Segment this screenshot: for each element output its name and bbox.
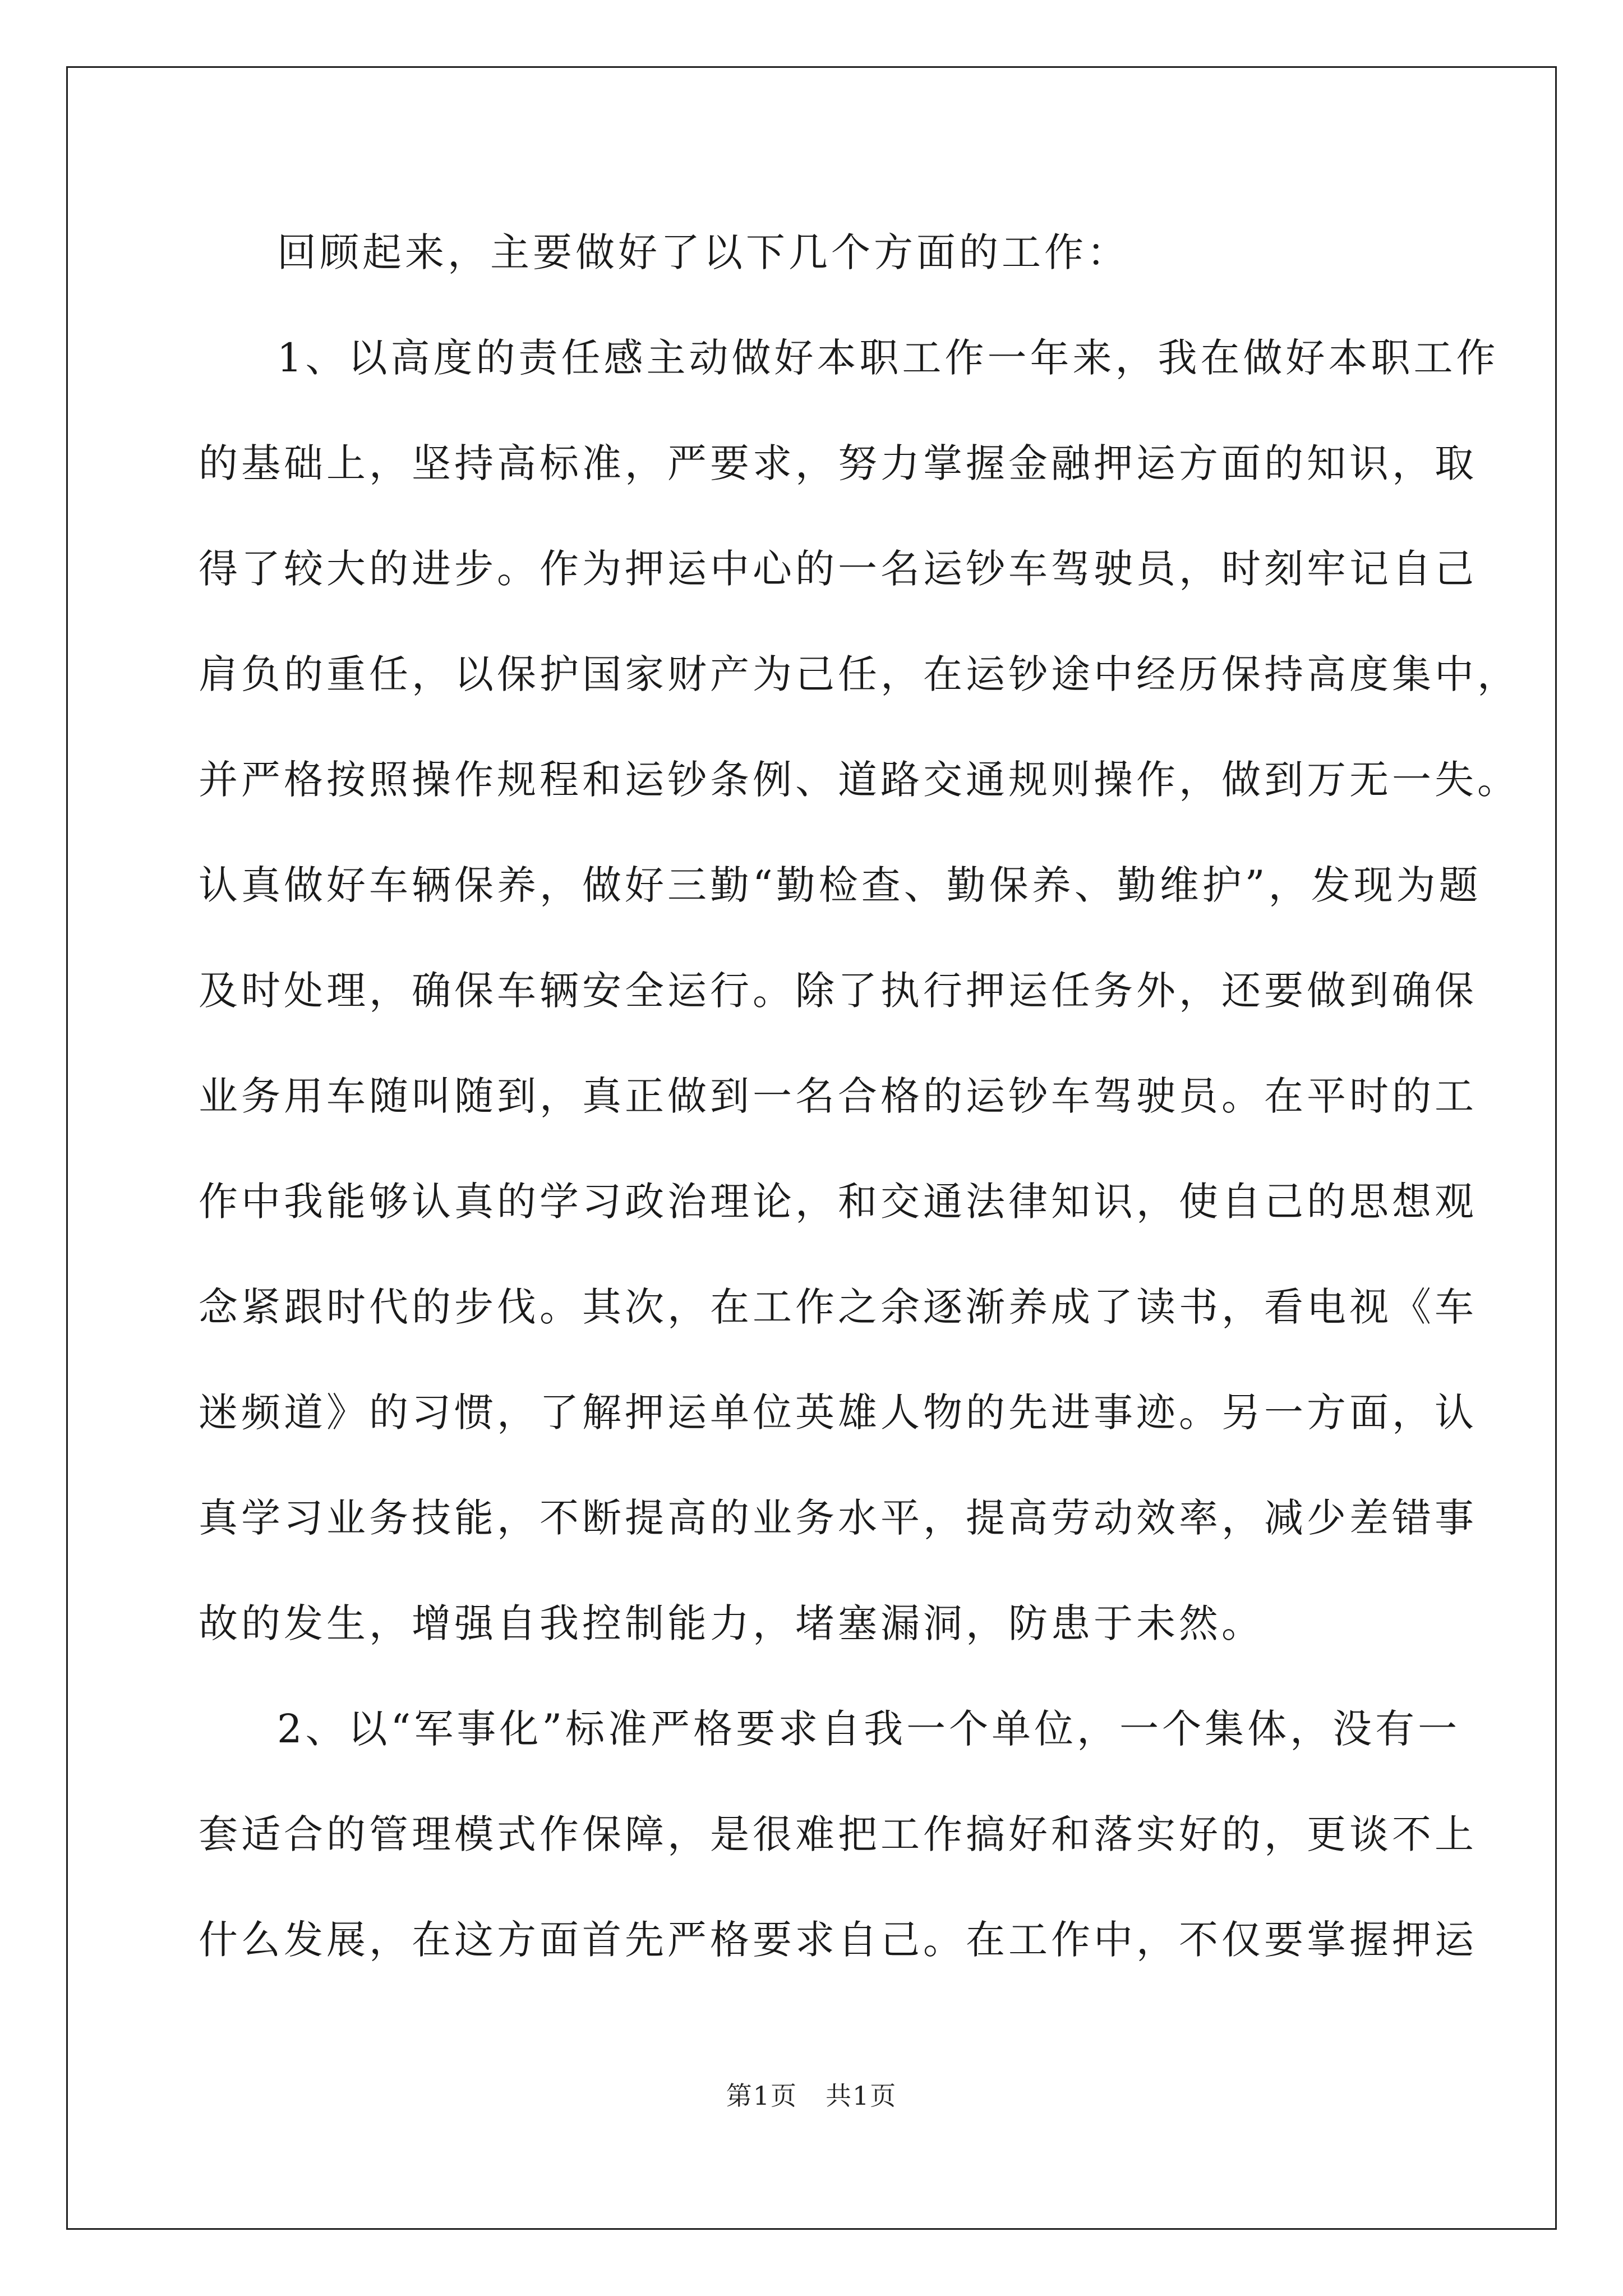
paragraph-line: 作中我能够认真的学习政治理论，和交通法律知识，使自己的思想观 — [199, 1179, 1477, 1225]
paragraph-line: 1、以高度的责任感主动做好本职工作一年来，我在做好本职工作 — [277, 335, 1499, 381]
page-number-current: 第1页 — [726, 2081, 798, 2111]
paragraph-line: 认真做好车辆保养，做好三勤“勤检查、勤保养、勤维护”，发现为题 — [199, 862, 1482, 908]
paragraph-line: 2、以“军事化”标准严格要求自我一个单位，一个集体，没有一 — [277, 1706, 1461, 1752]
paragraph-line: 回顾起来，主要做好了以下几个方面的工作： — [277, 229, 1129, 275]
paragraph-line: 迷频道》的习惯，了解押运单位英雄人物的先进事迹。另一方面，认 — [199, 1389, 1477, 1435]
paragraph-line: 真学习业务技能，不断提高的业务水平，提高劳动效率，减少差错事 — [199, 1495, 1477, 1541]
paragraph-line: 及时处理，确保车辆安全运行。除了执行押运任务外，还要做到确保 — [199, 968, 1477, 1014]
paragraph-line: 套适合的管理模式作保障，是很难把工作搞好和落实好的，更谈不上 — [199, 1811, 1477, 1857]
paragraph-line: 念紧跟时代的步伐。其次，在工作之余逐渐养成了读书，看电视《车 — [199, 1284, 1477, 1330]
paragraph-line: 什么发展，在这方面首先严格要求自己。在工作中，不仅要掌握押运 — [199, 1917, 1477, 1963]
document-body — [199, 219, 1520, 2012]
paragraph-line: 的基础上，坚持高标准，严要求，努力掌握金融押运方面的知识，取 — [199, 440, 1477, 486]
page-number-total: 共1页 — [825, 2081, 897, 2111]
paragraph-line: 得了较大的进步。作为押运中心的一名运钞车驾驶员，时刻牢记自己 — [199, 546, 1477, 592]
paragraph-line: 故的发生，增强自我控制能力，堵塞漏洞，防患于未然。 — [199, 1600, 1264, 1646]
page-footer — [0, 2079, 1623, 2113]
paragraph-line: 业务用车随叫随到，真正做到一名合格的运钞车驾驶员。在平时的工 — [199, 1073, 1477, 1119]
paragraph-line: 并严格按照操作规程和运钞条例、道路交通规则操作，做到万无一失。 — [199, 757, 1520, 803]
paragraph-line: 肩负的重任，以保护国家财产为己任，在运钞途中经历保持高度集中， — [199, 651, 1520, 697]
